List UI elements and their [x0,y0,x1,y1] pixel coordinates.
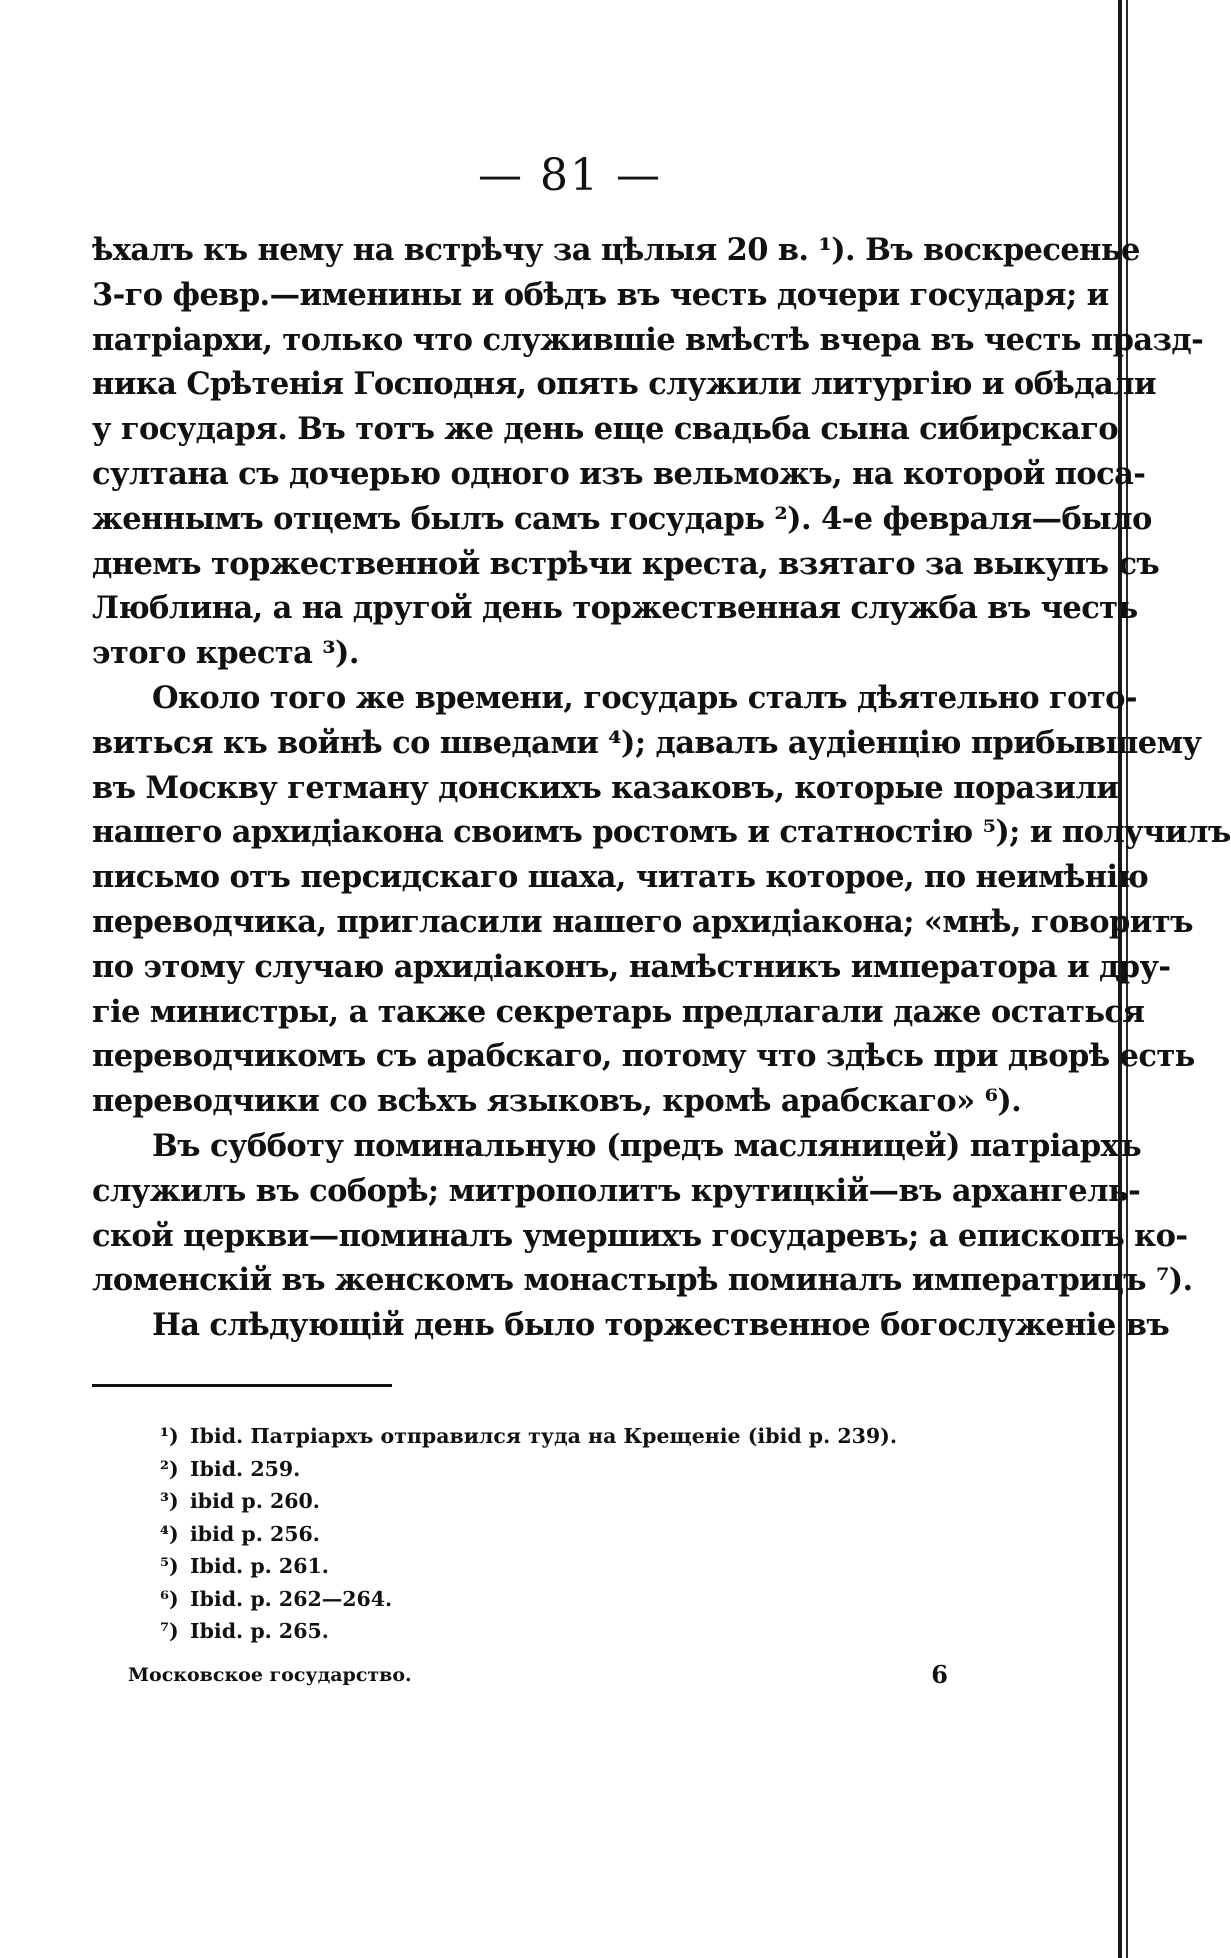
footnote-item [160,1485,920,1518]
signature-mark: 6 [931,1660,948,1689]
footnote-item [160,1420,920,1453]
text-line: Люблина, а на другой день торжественная служба въ честь [92,590,1138,627]
footnote-number: ⁵) [160,1554,179,1578]
footnote-item [160,1550,920,1583]
text-line: султана съ дочерью одного изъ вельможъ, на которой поса- [92,455,1146,492]
text-line: 3-го февр.—именины и обѣдъ въ честь дочери государя; и [92,276,1109,313]
text-line: письмо отъ персидскаго шаха, читать которое, по неимѣнію [92,859,1149,896]
footnote-number: ¹) [160,1424,179,1448]
text-line: патріархи, только что служившіе вмѣстѣ вчера въ честь празд- [92,321,1204,358]
footnote-separator-rule [92,1384,392,1387]
footnote-item [160,1518,920,1551]
text-line: ломенскій въ женскомъ монастырѣ поминалъ императрицъ ⁷). [92,1262,1193,1299]
footnote-text: ibid p. 256. [190,1521,320,1546]
footnote-number: ³) [160,1489,179,1513]
signature-title: Московское государство. [128,1664,412,1686]
footnote-text: Ibid. 259. [190,1456,301,1481]
page-number: — 81 — [478,150,662,201]
text-line: На слѣдующій день было торжественное богослуженіе въ [152,1307,1170,1344]
text-line: по этому случаю архидіаконъ, намѣстникъ императора и дру- [92,948,1171,985]
text-line: нашего архидіакона своимъ ростомъ и статностію ⁵); и получилъ [92,814,1231,851]
footnote-text: Ibid. p. 265. [190,1619,329,1643]
text-line: ской церкви—поминалъ умершихъ государевъ; а епископъ ко- [92,1217,1188,1254]
text-line: служилъ въ соборѣ; митрополитъ крутицкій—въ архангель- [92,1172,1141,1209]
text-line: этого креста ³). [92,635,359,672]
footnote-text: Ibid. p. 261. [190,1554,329,1578]
footnote-number: ²) [160,1456,179,1481]
footnotes [160,1420,920,1648]
text-line: ника Срѣтенія Господня, опять служили литургію и обѣдали [92,366,1157,403]
text-line: Около того же времени, государь сталъ дѣятельно гото- [152,679,1137,716]
text-line: женнымъ отцемъ былъ самъ государь ²). 4-е февраля—было [92,500,1152,537]
footnote-number: ⁴) [160,1521,179,1546]
text-line: ѣхалъ къ нему на встрѣчу за цѣлыя 20 в. ¹). Въ воскресенье [92,232,1140,268]
footnote-number: ⁶) [160,1586,179,1611]
footnote-text: ibid p. 260. [190,1489,320,1513]
text-line: у государя. Въ тотъ же день еще свадьба сына сибирскаго [92,411,1119,448]
text-line: переводчикомъ съ арабскаго, потому что здѣсь при дворѣ есть [92,1038,1195,1075]
text-line: днемъ торжественной встрѣчи креста, взятаго за выкупъ съ [92,545,1160,582]
footnote-text: Ibid. Патріархъ отправился туда на Крещеніе (ibid p. 239). [190,1424,898,1448]
footnote-item [160,1453,920,1486]
footnote-item [160,1615,920,1648]
body-text [92,228,1231,1348]
text-line: гіе министры, а также секретарь предлагали даже остаться [92,993,1145,1030]
text-line: виться къ войнѣ со шведами ⁴); давалъ аудіенцію прибывшему [92,724,1202,761]
footnote-number: ⁷) [160,1619,179,1643]
text-line: переводчики со всѣхъ языковъ, кромѣ арабскаго» ⁶). [92,1083,1022,1120]
footnote-text: Ibid. p. 262—264. [190,1586,393,1611]
text-line: Въ субботу поминальную (предъ масляницей) патріархъ [152,1127,1141,1164]
text-line: переводчика, пригласили нашего архидіакона; «мнѣ, говоритъ [92,903,1193,940]
footnote-item [160,1583,920,1616]
text-line: въ Москву гетману донскихъ казаковъ, которые поразили [92,769,1119,806]
